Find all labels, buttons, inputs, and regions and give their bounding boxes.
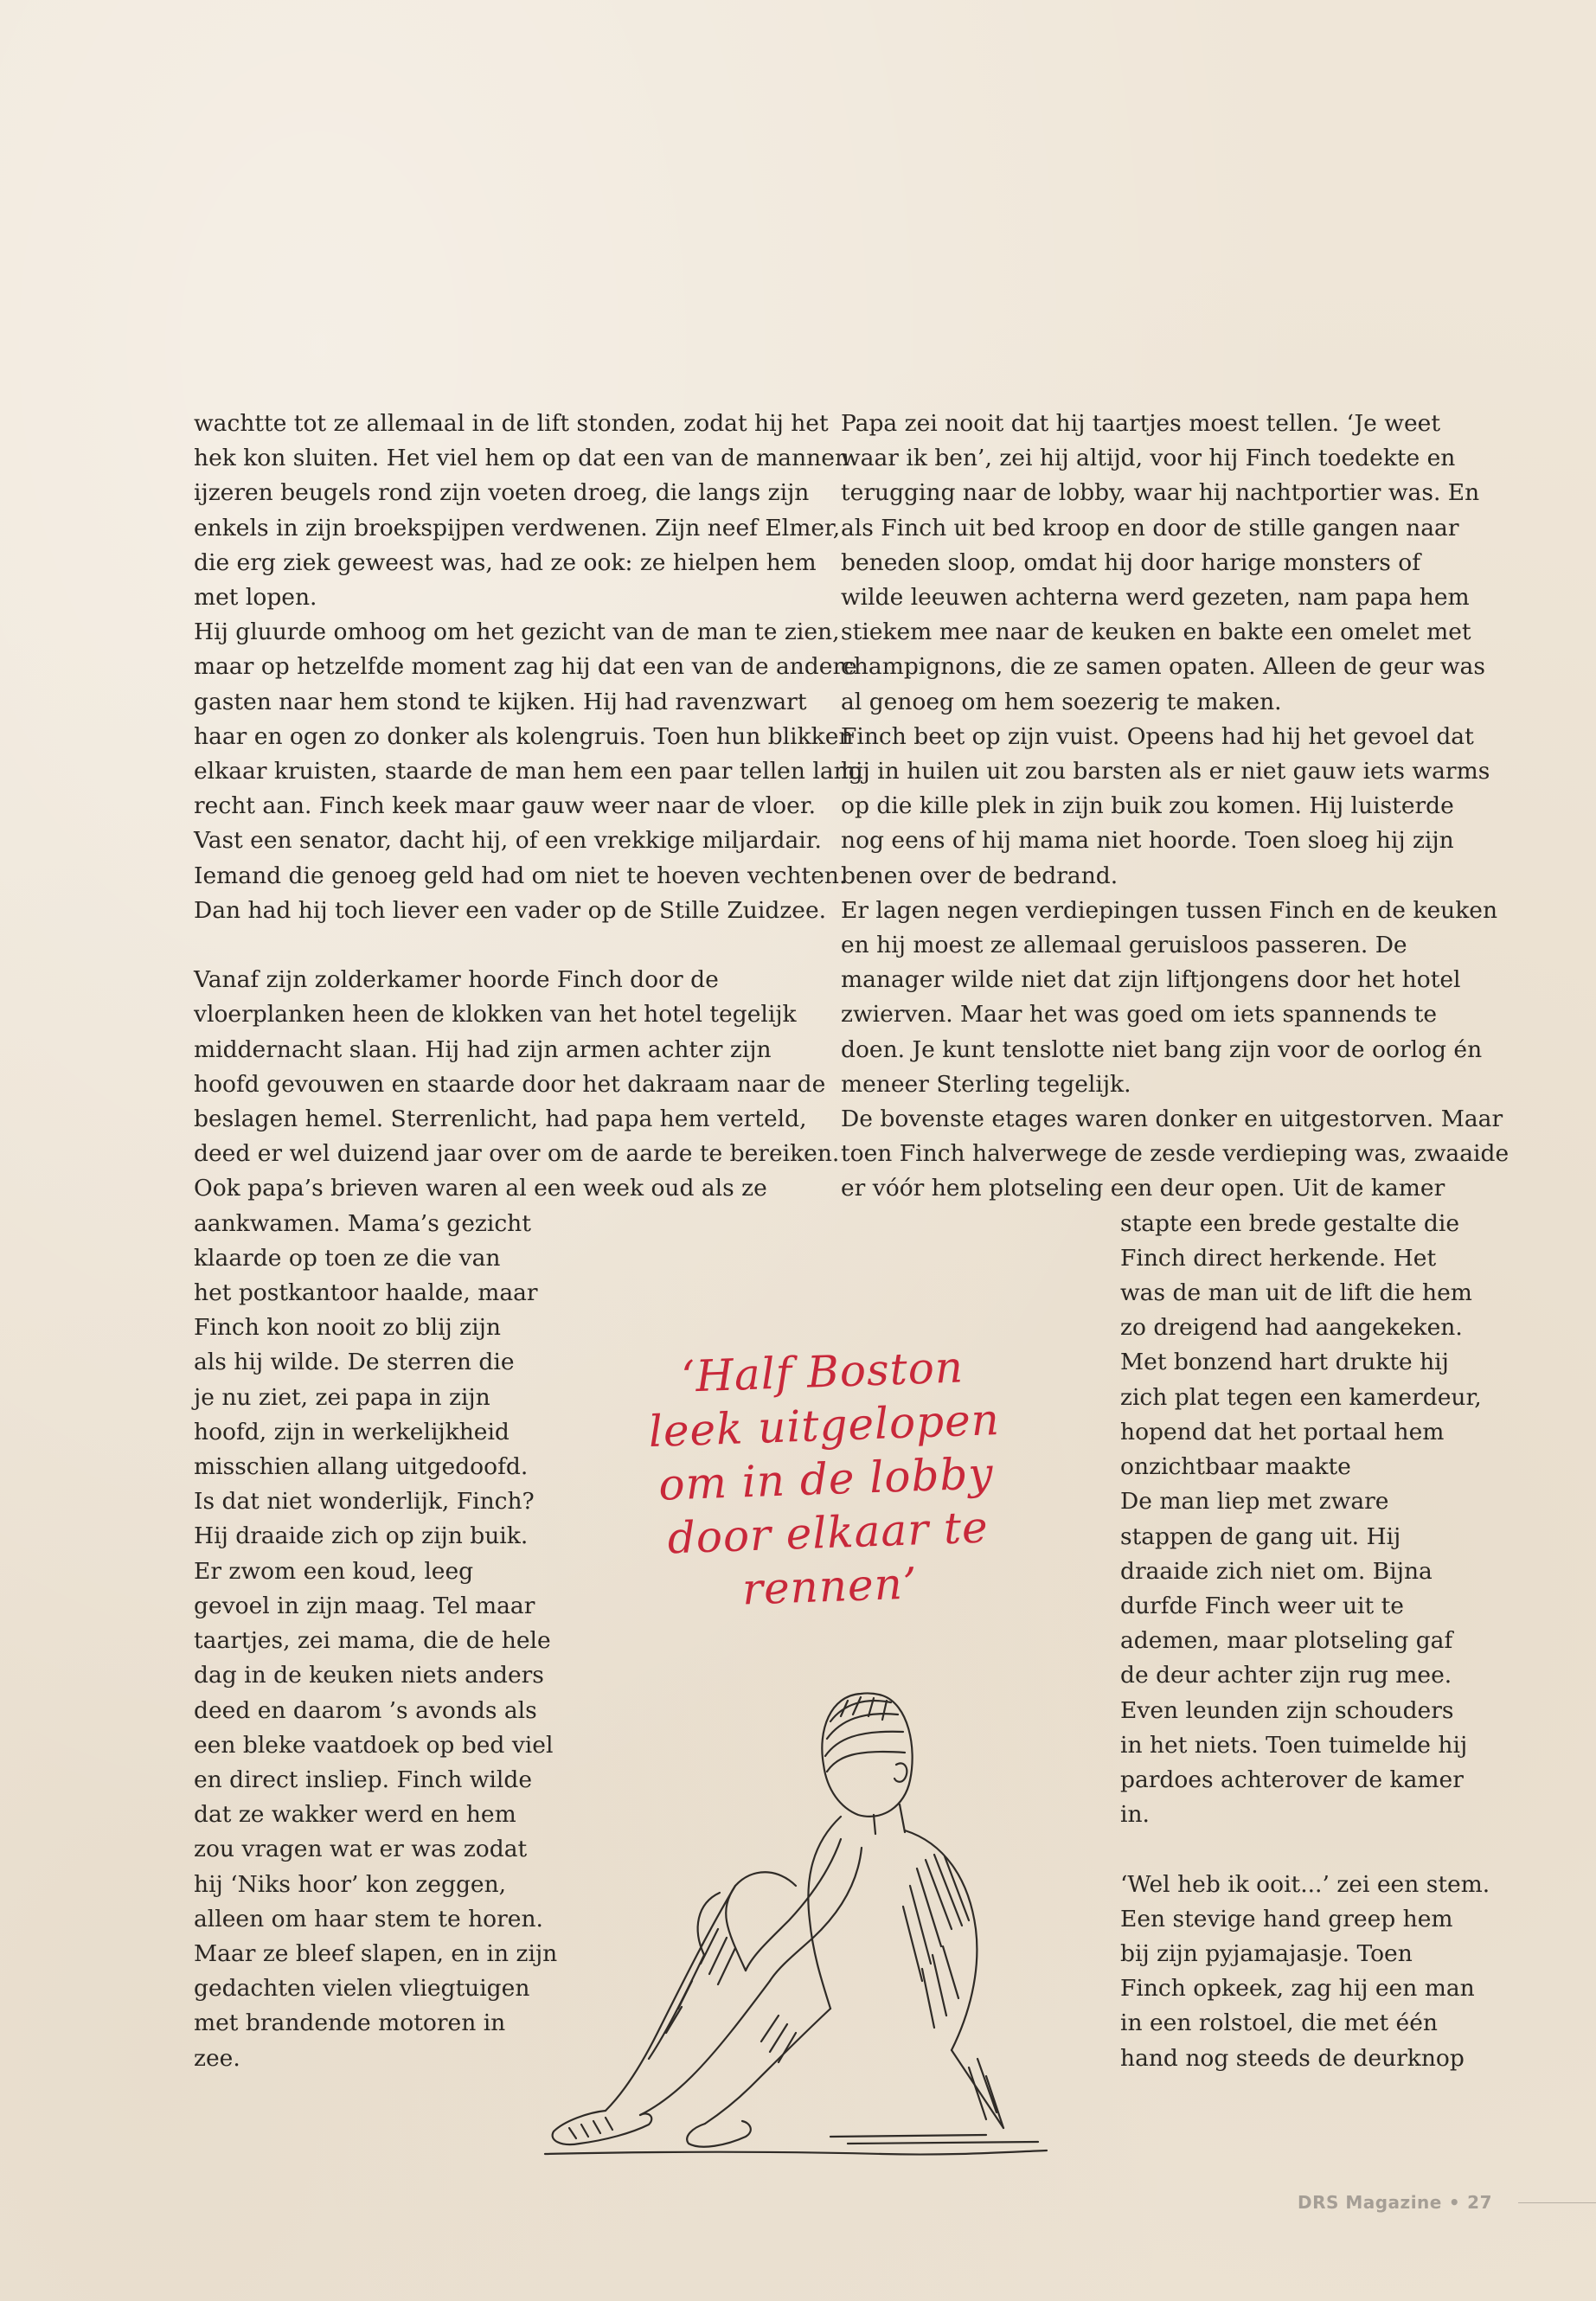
text-line: als hij wilde. De sterren die <box>194 1349 515 1376</box>
text-line: pardoes achterover de kamer <box>1120 1766 1464 1793</box>
text-line: Vanaf zijn zolderkamer hoorde Finch door de <box>194 966 719 994</box>
text-line: zee. <box>194 2044 240 2072</box>
text-line: Finch direct herkende. Het <box>1120 1244 1437 1272</box>
text-line: Finch beet op zijn vuist. Opeens had hij het gevoel dat <box>841 722 1474 750</box>
text-line: maar op hetzelfde moment zag hij dat een van de andere <box>194 653 857 681</box>
text-line: dat ze wakker werd en hem <box>194 1801 516 1829</box>
text-line: meneer Sterling tegelijk. <box>841 1070 1131 1098</box>
text-line: Dan had hij toch liever een vader op de Stille Zuidzee. <box>194 896 827 924</box>
text-line: gasten naar hem stond te kijken. Hij had ravenzwart <box>194 688 807 715</box>
text-line: taartjes, zei mama, die de hele <box>194 1627 551 1655</box>
pull-quote-line: rennen’ <box>741 1558 919 1615</box>
text-line: recht aan. Finch keek maar gauw weer naar de vloer. <box>194 792 816 820</box>
text-line: gedachten vielen vliegtuigen <box>194 1975 530 2003</box>
text-line: De man liep met zware <box>1120 1488 1389 1516</box>
text-line: ademen, maar plotseling gaf <box>1120 1627 1453 1655</box>
text-line: Hij draaide zich op zijn buik. <box>194 1522 529 1550</box>
text-line: vloerplanken heen de klokken van het hotel tegelijk <box>194 1001 797 1029</box>
text-line: draaide zich niet om. Bijna <box>1120 1557 1433 1585</box>
page-number: 27 <box>1467 2192 1492 2213</box>
text-line: nog eens of hij mama niet hoorde. Toen sloeg hij zijn <box>841 827 1454 855</box>
text-line: het postkantoor haalde, maar <box>194 1279 538 1307</box>
text-line: stiekem mee naar de keuken en bakte een omelet met <box>841 619 1471 646</box>
text-line: terugging naar de lobby, waar hij nachtportier was. En <box>841 479 1480 507</box>
text-line: wachtte tot ze allemaal in de lift stonden, zodat hij het <box>194 410 829 437</box>
text-line: Papa zei nooit dat hij taartjes moest tellen. ‘Je weet <box>841 410 1440 437</box>
text-line: doen. Je kunt tenslotte niet bang zijn voor de oorlog én <box>841 1035 1483 1063</box>
text-line: in. <box>1120 1801 1150 1829</box>
text-line: was de man uit de lift die hem <box>1120 1279 1472 1307</box>
text-line: en direct insliep. Finch wilde <box>194 1766 533 1793</box>
text-line: stapte een brede gestalte die <box>1120 1209 1460 1237</box>
text-line: durfde Finch weer uit te <box>1120 1592 1404 1619</box>
text-line: beneden sloop, omdat hij door harige monsters of <box>841 548 1421 576</box>
text-line: Er zwom een koud, leeg <box>194 1557 474 1585</box>
text-line: hoofd gevouwen en staarde door het dakraam naar de <box>194 1070 826 1098</box>
text-line: misschien allang uitgedoofd. <box>194 1453 529 1481</box>
text-line: bij zijn pyjamajasje. Toen <box>1120 1939 1413 1967</box>
pull-quote-line: ‘Half Boston <box>680 1342 965 1402</box>
text-line: klaarde op toen ze die van <box>194 1244 501 1272</box>
text-line: als Finch uit bed kroop en door de stille gangen naar <box>841 514 1459 542</box>
text-line: met brandende motoren in <box>194 2009 506 2037</box>
text-line: hek kon sluiten. Het viel hem op dat een van de mannen <box>194 445 849 472</box>
pull-quote-line: om in de lobby <box>657 1448 995 1510</box>
text-line: gevoel in zijn maag. Tel maar <box>194 1592 535 1619</box>
text-line: De bovenste etages waren donker en uitgestorven. Maar <box>841 1106 1503 1133</box>
text-line: Ook papa’s brieven waren al een week oud als ze <box>194 1175 767 1202</box>
text-line: zich plat tegen een kamerdeur, <box>1120 1383 1482 1411</box>
sitting-boy-sketch-icon <box>519 1670 1073 2189</box>
text-line: waar ik ben’, zei hij altijd, voor hij Finch toedekte en <box>841 445 1456 472</box>
text-line: haar en ogen zo donker als kolengruis. Toen hun blikken <box>194 722 854 750</box>
text-line: ijzeren beugels rond zijn voeten droeg, die langs zijn <box>194 479 810 507</box>
text-line: hij in huilen uit zou barsten als er niet gauw iets warms <box>841 758 1490 785</box>
text-line: dag in de keuken niets anders <box>194 1662 544 1689</box>
text-line: zo dreigend had aangekeken. <box>1120 1314 1463 1342</box>
text-line: met lopen. <box>194 584 317 612</box>
text-line: op die kille plek in zijn buik zou komen. Hij luisterde <box>841 792 1454 820</box>
pull-quote <box>619 1338 1035 1620</box>
text-line: en hij moest ze allemaal geruisloos passeren. De <box>841 932 1407 959</box>
text-line: hopend dat het portaal hem <box>1120 1418 1445 1445</box>
text-line: champignons, die ze samen opaten. Alleen de geur was <box>841 653 1485 681</box>
footer-separator: • <box>1448 2192 1461 2213</box>
text-line: je nu ziet, zei papa in zijn <box>194 1383 490 1411</box>
text-line: zou vragen wat er was zodat <box>194 1836 528 1863</box>
text-line: Hij gluurde omhoog om het gezicht van de man te zien, <box>194 619 840 646</box>
text-line: een bleke vaatdoek op bed viel <box>194 1731 554 1759</box>
text-line: Iemand die genoeg geld had om niet te hoeven vechten. <box>194 862 847 889</box>
text-line: in het niets. Toen tuimelde hij <box>1120 1731 1468 1759</box>
text-line: hand nog steeds de deurknop <box>1120 2044 1465 2072</box>
text-line: toen Finch halverwege de zesde verdieping was, zwaaide <box>841 1140 1509 1168</box>
text-line: onzichtbaar maakte <box>1120 1453 1351 1481</box>
text-line: Met bonzend hart drukte hij <box>1120 1349 1449 1376</box>
text-line: deed er wel duizend jaar over om de aarde te bereiken. <box>194 1140 840 1168</box>
text-line: hij ‘Niks hoor’ kon zeggen, <box>194 1870 507 1898</box>
text-line: Een stevige hand greep hem <box>1120 1905 1453 1932</box>
text-line: manager wilde niet dat zijn liftjongens door het hotel <box>841 966 1461 994</box>
text-line: er vóór hem plotseling een deur open. Uit de kamer <box>841 1175 1445 1202</box>
text-line: aankwamen. Mama’s gezicht <box>194 1209 531 1237</box>
text-line: deed en daarom ’s avonds als <box>194 1696 537 1724</box>
page-footer <box>1298 2192 1492 2213</box>
text-line: Vast een senator, dacht hij, of een vrekkige miljardair. <box>194 827 822 855</box>
text-line: al genoeg om hem soezerig te maken. <box>841 688 1282 715</box>
text-line: elkaar kruisten, staarde de man hem een paar tellen lang <box>194 758 863 785</box>
text-line: in een rolstoel, die met één <box>1120 2009 1438 2037</box>
text-line <box>194 928 863 963</box>
text-line: Maar ze bleef slapen, en in zijn <box>194 1939 558 1967</box>
text-line: die erg ziek geweest was, had ze ook: ze hielpen hem <box>194 548 817 576</box>
text-line: middernacht slaan. Hij had zijn armen achter zijn <box>194 1035 772 1063</box>
text-line: stappen de gang uit. Hij <box>1120 1522 1401 1550</box>
text-line: Even leunden zijn schouders <box>1120 1696 1454 1724</box>
text-line: alleen om haar stem te horen. <box>194 1905 543 1932</box>
text-line: ‘Wel heb ik ooit...’ zei een stem. <box>1120 1870 1490 1898</box>
text-line: Finch kon nooit zo blij zijn <box>194 1314 501 1342</box>
text-line: zwierven. Maar het was goed om iets spannends te <box>841 1001 1438 1029</box>
text-line: wilde leeuwen achterna werd gezeten, nam papa hem <box>841 584 1470 612</box>
text-line: benen over de bedrand. <box>841 862 1118 889</box>
text-line: beslagen hemel. Sterrenlicht, had papa hem verteld, <box>194 1106 807 1133</box>
pull-quote-line: leek uitgelopen <box>647 1394 1001 1458</box>
magazine-name: DRS Magazine <box>1297 2192 1442 2213</box>
text-line: Is dat niet wonderlijk, Finch? <box>194 1488 535 1516</box>
text-line: enkels in zijn broekspijpen verdwenen. Zijn neef Elmer, <box>194 514 841 542</box>
text-line: hoofd, zijn in werkelijkheid <box>194 1418 510 1445</box>
footer-rule <box>1518 2202 1596 2203</box>
pull-quote-line: door elkaar te <box>666 1502 990 1564</box>
text-line: Finch opkeek, zag hij een man <box>1120 1975 1475 2003</box>
text-line: de deur achter zijn rug mee. <box>1120 1662 1452 1689</box>
text-line: Er lagen negen verdiepingen tussen Finch en de keuken <box>841 896 1498 924</box>
